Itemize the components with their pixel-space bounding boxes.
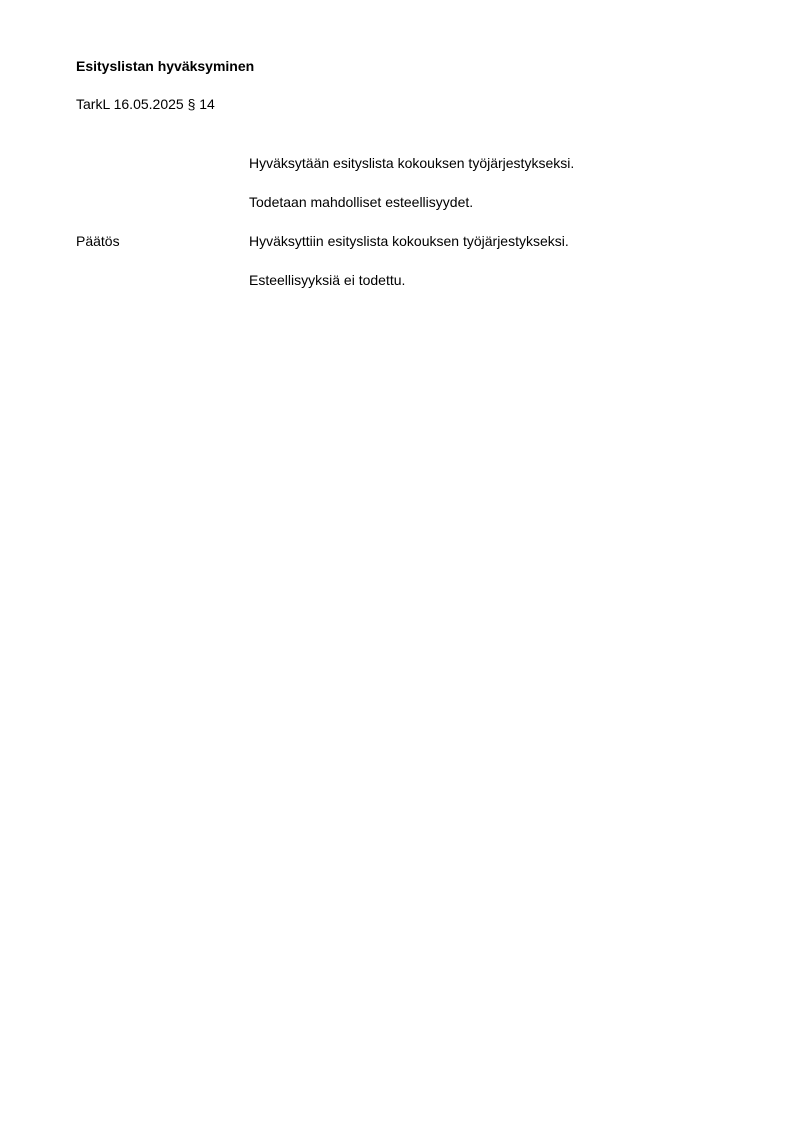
proposal-row-2	[0, 194, 794, 214]
document-title: Esityslistan hyväksyminen	[76, 58, 255, 74]
proposal-text-1: Hyväksytään esityslista kokouksen työjärjestykseksi.	[249, 155, 575, 171]
decision-text-1: Hyväksyttiin esityslista kokouksen työjärjestykseksi.	[249, 233, 569, 249]
meeting-reference: TarkL 16.05.2025 § 14	[76, 96, 215, 112]
decision-text-2: Esteellisyyksiä ei todettu.	[249, 272, 406, 288]
decision-row-1	[0, 233, 794, 253]
decision-row-2	[0, 272, 794, 292]
decision-label: Päätös	[76, 233, 120, 249]
proposal-text-2: Todetaan mahdolliset esteellisyydet.	[249, 194, 474, 210]
proposal-row-1	[0, 155, 794, 175]
